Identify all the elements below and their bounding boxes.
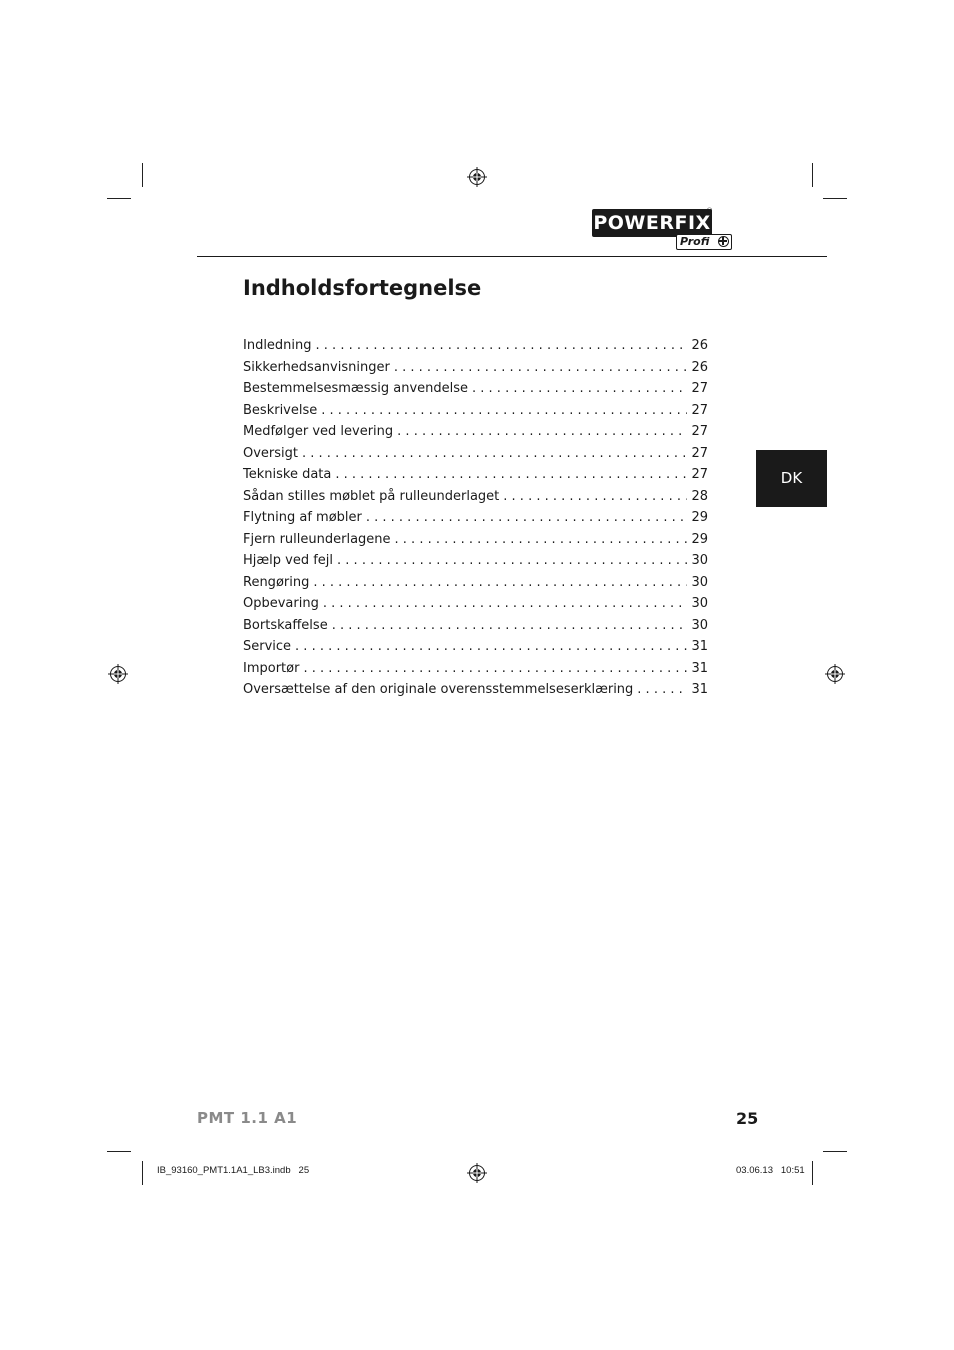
brand-logo (592, 209, 734, 251)
toc-leader-dots (302, 443, 687, 465)
crop-mark (812, 1161, 813, 1185)
toc-leader-dots (397, 421, 687, 443)
toc-entry-page: 31 (691, 660, 708, 676)
toc-leader-dots (295, 636, 687, 658)
crop-mark (107, 198, 131, 199)
registration-mark-icon (108, 664, 128, 684)
registration-mark-icon (467, 167, 487, 187)
table-of-contents (243, 335, 708, 701)
crop-mark (107, 1151, 131, 1152)
language-tab: DK (756, 450, 827, 507)
toc-leader-dots (337, 550, 687, 572)
toc-entry-page: 31 (691, 639, 708, 654)
toc-leader-dots (366, 507, 688, 529)
toc-entry[interactable] (243, 378, 708, 400)
toc-leader-dots (503, 486, 687, 508)
toc-leader-dots (313, 572, 687, 594)
toc-entry[interactable] (243, 486, 708, 508)
crop-mark (142, 163, 143, 187)
toc-leader-dots (472, 378, 687, 400)
toc-leader-dots (395, 529, 688, 551)
brand-name: POWERFIX (592, 209, 712, 237)
toc-entry-label: Sådan stilles møblet på rulleunderlaget (243, 488, 500, 504)
toc-entry-page: 27 (691, 424, 708, 439)
toc-entry[interactable] (243, 400, 708, 422)
toc-entry[interactable] (243, 529, 708, 551)
print-slug-date: 03.06.13 10:51 (736, 1165, 805, 1176)
plus-circle-icon (718, 236, 729, 247)
toc-leader-dots (637, 679, 687, 701)
toc-entry-page: 29 (691, 510, 708, 525)
page-title: Indholdsfortegnelse (243, 276, 482, 300)
toc-entry[interactable] (243, 658, 708, 680)
toc-leader-dots (335, 464, 687, 486)
toc-leader-dots (303, 658, 687, 680)
toc-entry-label: Rengøring (243, 574, 310, 590)
toc-entry-label: Service (243, 639, 292, 654)
toc-entry-page: 26 (691, 359, 708, 375)
crop-mark (812, 163, 813, 187)
toc-entry-label: Importør (243, 660, 300, 676)
toc-entry[interactable] (243, 636, 708, 658)
toc-entry-label: Medfølger ved levering (243, 424, 394, 439)
toc-entry-page: 31 (691, 682, 708, 697)
toc-entry-page: 27 (691, 402, 708, 418)
crop-mark (823, 1151, 847, 1152)
toc-entry-label: Bestemmelsesmæssig anvendelse (243, 381, 469, 396)
toc-entry-page: 30 (691, 553, 708, 568)
toc-entry[interactable] (243, 421, 708, 443)
toc-entry-label: Beskrivelse (243, 402, 318, 418)
toc-entry-page: 29 (691, 531, 708, 547)
toc-entry-label: Bortskaffelse (243, 617, 328, 633)
footer-model: PMT 1.1 A1 (197, 1109, 298, 1127)
toc-entry-page: 28 (691, 488, 708, 504)
print-slug-file: IB_93160_PMT1.1A1_LB3.indb 25 (157, 1165, 310, 1176)
toc-leader-dots (323, 593, 688, 615)
toc-leader-dots (332, 615, 688, 637)
toc-entry[interactable] (243, 593, 708, 615)
toc-entry[interactable] (243, 335, 708, 357)
toc-entry-label: Oversættelse af den originale overensstemmelseserklæring (243, 682, 634, 697)
toc-entry-page: 30 (691, 596, 708, 611)
sub-brand (676, 234, 732, 250)
toc-entry[interactable] (243, 550, 708, 572)
toc-entry-label: Opbevaring (243, 596, 319, 611)
toc-entry-label: Tekniske data (243, 467, 332, 482)
footer-page-number: 25 (736, 1109, 759, 1128)
header-divider (197, 256, 827, 257)
toc-entry[interactable] (243, 357, 708, 379)
toc-entry-label: Oversigt (243, 445, 299, 461)
sub-brand-label: Profi (680, 235, 710, 248)
crop-mark (142, 1161, 143, 1185)
registration-mark-icon (467, 1163, 487, 1183)
toc-entry[interactable] (243, 615, 708, 637)
toc-entry-label: Sikkerhedsanvisninger (243, 359, 390, 375)
toc-entry-page: 30 (691, 574, 708, 590)
toc-entry-page: 27 (691, 381, 708, 396)
toc-entry-label: Flytning af møbler (243, 510, 362, 525)
toc-entry[interactable] (243, 507, 708, 529)
toc-leader-dots (316, 335, 688, 357)
toc-entry-label: Hjælp ved fejl (243, 553, 334, 568)
toc-entry[interactable] (243, 464, 708, 486)
toc-entry-label: Indledning (243, 338, 312, 353)
toc-entry-page: 27 (691, 445, 708, 461)
toc-leader-dots (321, 400, 687, 422)
toc-entry[interactable] (243, 443, 708, 465)
toc-entry-label: Fjern rulleunderlagene (243, 531, 391, 547)
toc-entry-page: 27 (691, 467, 708, 482)
toc-entry[interactable] (243, 572, 708, 594)
registration-mark-icon (825, 664, 845, 684)
toc-entry-page: 26 (691, 338, 708, 353)
crop-mark (823, 198, 847, 199)
toc-entry-page: 30 (691, 617, 708, 633)
toc-entry[interactable] (243, 679, 708, 701)
toc-leader-dots (394, 357, 688, 379)
registered-mark: ® (706, 207, 713, 215)
